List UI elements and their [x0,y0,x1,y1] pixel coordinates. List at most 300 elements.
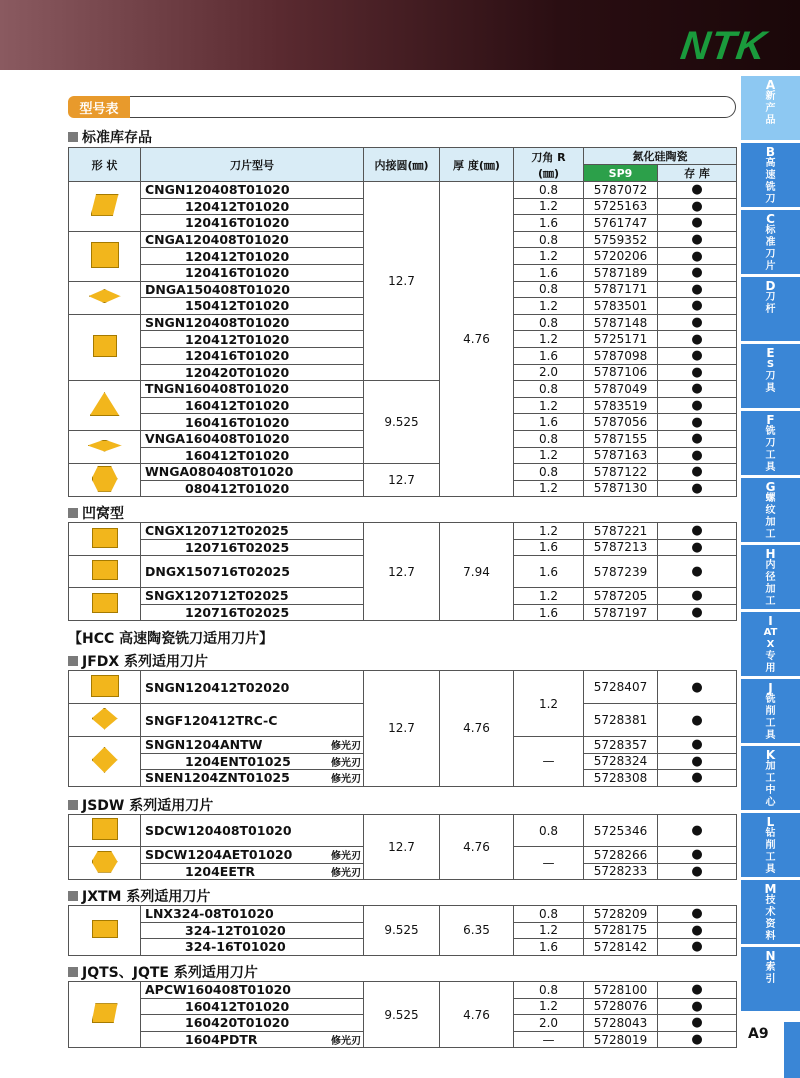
section-marker-icon [68,891,78,901]
section-jfdx: JFDX 系列适用刀片 [68,651,208,671]
jfdx-table [68,670,737,787]
section-marker-icon [68,132,78,142]
concave-table [68,522,737,621]
radius-value: 2.0 [514,364,584,381]
stock-mark: ● [658,264,737,281]
model-code: CNGN120408T01020 [145,182,290,198]
sidebar-tab-a[interactable] [741,76,800,140]
insert-model [141,704,364,737]
sidebar-tab-k[interactable] [741,746,800,810]
insert-model [141,397,364,414]
order-number: 5787122 [584,464,658,481]
radius-value: 0.8 [514,314,584,331]
stock-mark: ● [658,464,737,481]
stock-mark: ● [658,982,737,999]
order-number: 5787148 [584,314,658,331]
tab-letter: A [765,78,776,92]
header-material: 氮化硅陶瓷 [584,148,737,165]
insert-icon [92,466,118,492]
order-number: 5725171 [584,331,658,348]
order-number: 5728266 [584,847,658,864]
table-row [69,815,737,847]
radius-value: 1.2 [514,248,584,265]
order-number: 5787213 [584,539,658,556]
order-number: 5783519 [584,397,658,414]
model-code: 120412T01020 [185,198,290,214]
insert-model [141,248,364,265]
insert-model [141,539,364,556]
tab-label: 刀杆 [765,292,776,315]
order-number: 5728043 [584,1015,658,1032]
stock-mark: ● [658,381,737,398]
insert-icon [92,818,118,840]
table-row [69,906,737,923]
insert-shape-image [69,815,141,847]
order-number: 5725346 [584,815,658,847]
model-code: 120412T01020 [185,248,290,264]
model-code: 324-12T01020 [185,922,286,938]
order-number: 5728324 [584,753,658,770]
jxtm-table [68,905,737,956]
sidebar-tab-h[interactable] [741,545,800,609]
model-code: SNGN120408T01020 [145,315,290,331]
order-number: 5728076 [584,998,658,1015]
tab-label: 螺纹加工 [765,493,776,540]
model-code: 324-16T01020 [185,939,286,955]
insert-model [141,523,364,540]
order-number: 5787171 [584,281,658,298]
stock-mark: ● [658,922,737,939]
section-marker-icon [68,508,78,518]
tab-label: 技术资料 [765,895,776,942]
title-frame [68,96,736,118]
stock-mark: ● [658,523,737,540]
stock-mark: ● [658,847,737,864]
stock-mark: ● [658,539,737,556]
tab-letter: I [768,614,773,628]
order-number: 5787205 [584,588,658,605]
radius-value: 0.8 [514,182,584,199]
page-number: A9 [748,1026,769,1042]
insert-model [141,847,364,864]
tab-letter: E [766,346,775,360]
radius-value: 0.8 [514,464,584,481]
stock-mark: ● [658,198,737,215]
tab-letter: J [768,681,773,695]
stock-mark: ● [658,480,737,497]
model-code: 1604PDTR [185,1032,258,1048]
ic-value: 9.525 [364,982,440,1048]
insert-icon [93,335,117,357]
order-number: 5787049 [584,381,658,398]
insert-icon [92,747,118,773]
insert-icon [88,440,122,452]
model-code: 1204ENT01025 [185,753,291,769]
order-number: 5787155 [584,430,658,447]
insert-shape-image [69,588,141,621]
wiper-note: 修光刃 [331,851,361,863]
stock-mark: ● [658,447,737,464]
model-code: 160412T01020 [185,447,290,463]
ntk-logo: NTK [677,24,770,68]
tab-letter: N [765,949,776,963]
insert-model [141,939,364,956]
insert-model [141,588,364,605]
header-thickness: 厚 度(㎜) [440,148,514,182]
radius-value: 1.2 [514,447,584,464]
insert-model [141,906,364,923]
order-number: 5728142 [584,939,658,956]
wiper-note: 修光刃 [331,774,361,786]
sidebar-tab-f[interactable] [741,411,800,475]
ic-value: 9.525 [364,906,440,956]
model-code: 150412T01020 [185,298,290,314]
order-number: 5787163 [584,447,658,464]
insert-shape-image [69,906,141,956]
stock-mark: ● [658,939,737,956]
insert-shape-image [69,671,141,704]
ic-value: 12.7 [364,671,440,787]
order-number: 5783501 [584,298,658,315]
jsdw-table [68,814,737,880]
radius-value: 1.6 [514,556,584,588]
radius-value: 1.6 [514,604,584,621]
model-code: CNGA120408T01020 [145,232,289,248]
radius-value: 1.2 [514,523,584,540]
sidebar-tab-c[interactable] [741,210,800,274]
radius-value: — [514,1031,584,1048]
section-marker-icon [68,800,78,810]
thickness-value: 4.76 [440,182,514,497]
insert-icon [92,708,118,730]
sidebar-tab-j[interactable] [741,679,800,743]
order-number: 5787056 [584,414,658,431]
stock-mark: ● [658,906,737,923]
header-ic: 内接圆(㎜) [364,148,440,182]
insert-icon [92,851,118,873]
order-number: 5728209 [584,906,658,923]
insert-model [141,1015,364,1032]
order-number: 5761747 [584,215,658,232]
insert-model [141,298,364,315]
sidebar-tab-e[interactable] [741,344,800,408]
model-code: 160412T01020 [185,398,290,414]
thickness-value: 7.94 [440,523,514,621]
order-number: 5728357 [584,737,658,754]
header-grade: SP9 [584,165,658,182]
tab-label: 钻削工具 [765,828,776,875]
insert-shape-image [69,314,141,380]
model-code: 160412T01020 [185,998,290,1014]
model-code: LNX324-08T01020 [145,906,274,922]
insert-model [141,737,364,754]
thickness-value: 4.76 [440,671,514,787]
insert-shape-image [69,231,141,281]
insert-model [141,922,364,939]
insert-model [141,264,364,281]
ic-value: 9.525 [364,381,440,464]
stock-mark: ● [658,671,737,704]
wiper-note: 修光刃 [331,1036,361,1048]
stock-mark: ● [658,556,737,588]
stock-mark: ● [658,397,737,414]
model-code: 120416T01020 [185,265,290,281]
sidebar-tab-l[interactable] [741,813,800,877]
order-number: 5728019 [584,1031,658,1048]
sidebar-tab-b[interactable] [741,143,800,207]
page-tab-bar [784,1022,800,1078]
radius-value: 1.2 [514,331,584,348]
sidebar-tab-i[interactable] [741,612,800,676]
stock-mark: ● [658,430,737,447]
insert-model [141,314,364,331]
radius-value: 0.8 [514,231,584,248]
stock-mark: ● [658,1031,737,1048]
insert-model [141,182,364,199]
order-number: 5728308 [584,770,658,787]
order-number: 5787239 [584,556,658,588]
radius-value: 0.8 [514,381,584,398]
order-number: 5728100 [584,982,658,999]
model-code: 160416T01020 [185,414,290,430]
table-row [69,982,737,999]
insert-shape-image [69,737,141,787]
order-number: 5759352 [584,231,658,248]
chapter-sidebar [741,76,800,1014]
insert-model [141,753,364,770]
insert-model [141,556,364,588]
stock-mark: ● [658,314,737,331]
section-marker-icon [68,656,78,666]
stock-mark: ● [658,414,737,431]
insert-model [141,198,364,215]
order-number: 5720206 [584,248,658,265]
insert-icon [92,1003,118,1023]
tab-label: 标准刀片 [765,225,776,272]
tab-label: 铣削工具 [765,694,776,741]
insert-icon [91,675,119,697]
order-number: 5787189 [584,264,658,281]
section-jqts: JQTS、JQTE 系列适用刀片 [68,962,258,982]
table-row [69,464,737,481]
standard-table [68,147,737,497]
insert-model [141,364,364,381]
header-model: 刀片型号 [141,148,364,182]
insert-model [141,1031,364,1048]
model-code: SNGF120412TRC-C [145,712,278,728]
order-number: 5787130 [584,480,658,497]
model-code: 120416T01020 [185,215,290,231]
insert-shape-image [69,381,141,431]
insert-model [141,281,364,298]
radius-value: 1.2 [514,198,584,215]
model-code: 080412T01020 [185,480,290,496]
insert-model [141,480,364,497]
stock-mark: ● [658,863,737,880]
wiper-note: 修光刃 [331,867,361,879]
table-row [69,381,737,398]
insert-icon [91,194,119,216]
insert-shape-image [69,982,141,1048]
radius-value: 0.8 [514,982,584,999]
model-code: DNGA150408T01020 [145,281,290,297]
tab-letter: K [765,748,776,762]
stock-mark: ● [658,737,737,754]
insert-shape-image [69,847,141,880]
insert-icon [92,920,118,938]
radius-value: 1.6 [514,347,584,364]
stock-mark: ● [658,753,737,770]
model-code: SDCW120408T01020 [145,823,292,838]
radius-value: 1.2 [514,298,584,315]
model-code: WNGA080408T01020 [145,464,294,480]
model-code: 120412T01020 [185,331,290,347]
section-concave: 凹窝型 [68,503,124,523]
tab-label: 新产品 [765,91,776,126]
radius-value: 1.2 [514,922,584,939]
jqts-table [68,981,737,1048]
insert-model [141,604,364,621]
model-code: APCW160408T01020 [145,982,291,998]
insert-shape-image [69,704,141,737]
tab-label: 内径加工 [765,560,776,607]
stock-mark: ● [658,215,737,232]
insert-shape-image [69,464,141,497]
stock-mark: ● [658,347,737,364]
sidebar-tab-d[interactable] [741,277,800,341]
page-title: 型号表 [68,96,130,118]
insert-shape-image [69,523,141,556]
sidebar-tab-m[interactable] [741,880,800,944]
sidebar-tab-n[interactable] [741,947,800,1011]
order-number: 5787197 [584,604,658,621]
insert-shape-image [69,182,141,232]
insert-model [141,414,364,431]
insert-model [141,447,364,464]
tab-label: 高速铣刀 [765,158,776,205]
order-number: 5787106 [584,364,658,381]
tab-letter: H [765,547,776,561]
insert-shape-image [69,430,141,463]
radius-value: 1.6 [514,939,584,956]
stock-mark: ● [658,770,737,787]
stock-mark: ● [658,998,737,1015]
tab-label: 加工中心 [765,761,776,808]
model-code: SNGN1204ANTW [145,737,263,753]
tab-letter: B [765,145,776,159]
tab-label: ATX专用 [763,627,778,674]
model-code: CNGX120712T02025 [145,523,289,539]
radius-value: 1.2 [514,480,584,497]
model-code: DNGX150716T02025 [145,564,290,580]
model-code: 1204EETR [185,863,256,879]
insert-model [141,430,364,447]
ic-value: 12.7 [364,182,440,381]
sidebar-tab-g[interactable] [741,478,800,542]
tab-letter: C [766,212,775,226]
header-radius: 刀角 R (㎜) [514,148,584,182]
tab-letter: M [764,882,777,896]
insert-icon [92,528,118,548]
model-code: 160420T01020 [185,1015,290,1031]
model-code: SNGN120412T02020 [145,679,290,695]
radius-value: 0.8 [514,430,584,447]
model-code: 120716T02025 [185,539,290,555]
order-number: 5787072 [584,182,658,199]
thickness-value: 6.35 [440,906,514,956]
table-row [69,671,737,704]
radius-value: 1.2 [514,397,584,414]
wiper-note: 修光刃 [331,741,361,753]
insert-icon [91,242,119,268]
model-code: SNEN1204ZNT01025 [145,770,290,786]
stock-mark: ● [658,588,737,605]
model-code: SDCW1204AET01020 [145,847,293,863]
thickness-value: 4.76 [440,982,514,1048]
radius-value: — [514,737,584,787]
tab-label: S刀具 [765,359,776,394]
stock-mark: ● [658,231,737,248]
order-number: 5728175 [584,922,658,939]
insert-shape-image [69,281,141,314]
tab-letter: L [766,815,775,829]
table-row [69,523,737,540]
radius-value: 1.6 [514,414,584,431]
insert-model [141,863,364,880]
insert-model [141,215,364,232]
insert-model [141,982,364,999]
tab-label: 索引 [765,962,776,985]
insert-model [141,671,364,704]
model-code: 120420T01020 [185,364,290,380]
tab-letter: G [765,480,776,494]
section-jsdw: JSDW 系列适用刀片 [68,795,213,815]
stock-mark: ● [658,331,737,348]
radius-value: 0.8 [514,281,584,298]
order-number: 5787098 [584,347,658,364]
insert-model [141,998,364,1015]
stock-mark: ● [658,281,737,298]
radius-value: 1.6 [514,539,584,556]
radius-value: 1.6 [514,264,584,281]
insert-model [141,231,364,248]
stock-mark: ● [658,704,737,737]
radius-value: — [514,847,584,880]
ic-value: 12.7 [364,523,440,621]
radius-value: 1.2 [514,671,584,737]
tab-letter: D [765,279,776,293]
radius-value: 0.8 [514,815,584,847]
radius-value: 1.2 [514,588,584,605]
model-code: SNGX120712T02025 [145,588,289,604]
table-row [69,182,737,199]
insert-model [141,770,364,787]
stock-mark: ● [658,604,737,621]
insert-icon [89,289,121,303]
wiper-note: 修光刃 [331,757,361,769]
order-number: 5787221 [584,523,658,540]
order-number: 5725163 [584,198,658,215]
insert-shape-image [69,556,141,588]
stock-mark: ● [658,248,737,265]
stock-mark: ● [658,182,737,199]
order-number: 5728381 [584,704,658,737]
header-stock: 存 库 [658,165,737,182]
stock-mark: ● [658,364,737,381]
section-marker-icon [68,967,78,977]
section-jxtm: JXTM 系列适用刀片 [68,886,210,906]
model-code: TNGN160408T01020 [145,381,289,397]
